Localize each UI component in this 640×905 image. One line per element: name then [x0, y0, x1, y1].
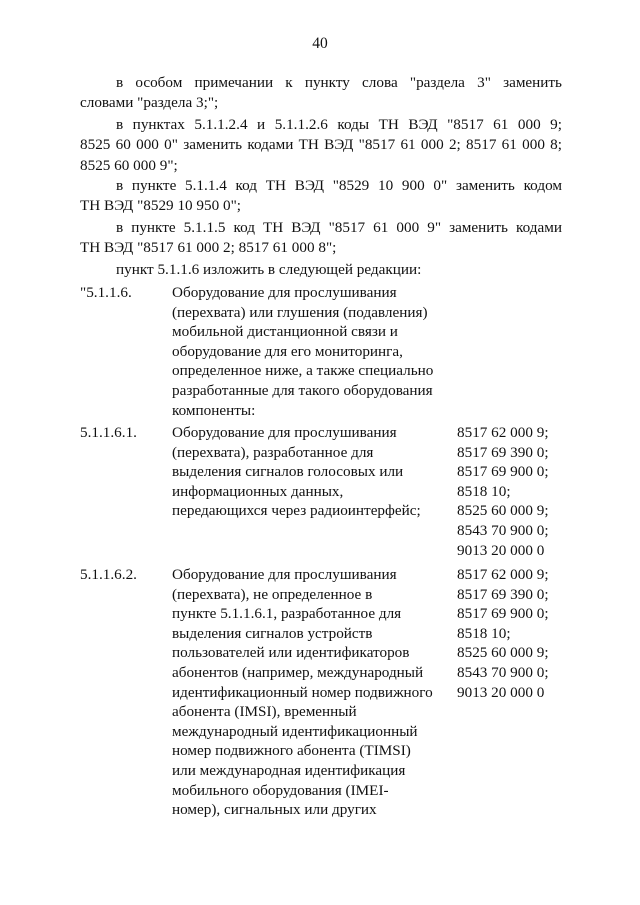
- item-number: 5.1.1.6.2.: [80, 566, 137, 583]
- paragraph-rest: словами "раздела 3;";: [80, 94, 219, 112]
- hs-code: 8517 69 900 0;: [457, 605, 549, 623]
- hs-code: 8525 60 000 9;: [457, 644, 549, 662]
- description-line: абонента (IMSI), временный: [172, 703, 357, 721]
- description-line: (перехвата), разработанное для: [172, 443, 374, 461]
- hs-code: 8517 62 000 9;: [457, 566, 549, 583]
- description-line: Оборудование для прослушивания: [172, 284, 397, 301]
- hs-code-list: [457, 423, 549, 560]
- hs-code: 8543 70 900 0;: [457, 663, 549, 681]
- description-line: или международная идентификация: [172, 761, 406, 779]
- paragraph-rest: ТН ВЭД "8517 61 000 2; 8517 61 000 8";: [80, 239, 337, 257]
- description-line: мобильного оборудования (IMEI-: [172, 781, 389, 799]
- hs-code: 9013 20 000 0: [457, 541, 545, 559]
- paragraph-first-line: в пункте 5.1.1.4 код ТН ВЭД "8529 10 900 0" заменить кодом: [116, 177, 562, 194]
- description-line: выделения сигналов голосовых или: [172, 463, 404, 481]
- paragraph-rest: 8525 60 000 0" заменить кодами ТН ВЭД "8517 61 000 2; 8517 61 000 8; 8525 60 000 9";: [80, 136, 562, 174]
- hs-code: 9013 20 000 0: [457, 683, 545, 701]
- hs-code: 8518 10;: [457, 624, 511, 642]
- paragraph-2: [80, 115, 562, 176]
- description-line: Оборудование для прослушивания: [172, 566, 397, 583]
- paragraph-rest: ТН ВЭД "8529 10 950 0";: [80, 197, 242, 215]
- description-line: номер), сигнальных или других: [172, 801, 377, 819]
- hs-code: 8517 69 900 0;: [457, 463, 549, 481]
- description-line: (перехвата) или глушения (подавления): [172, 303, 428, 321]
- hs-code: 8517 62 000 9;: [457, 424, 549, 441]
- description-line: идентификационный номер подвижного: [172, 683, 433, 701]
- item-number: 5.1.1.6.1.: [80, 424, 137, 441]
- paragraph-1: [80, 73, 562, 114]
- hs-code: 8517 69 390 0;: [457, 443, 549, 461]
- item-description: [172, 565, 457, 820]
- description-line: разработанные для такого оборудования: [172, 381, 433, 399]
- item-description: [172, 283, 457, 420]
- description-line: пользователей или идентификаторов: [172, 644, 410, 662]
- item-description: [172, 423, 457, 521]
- paragraph-first-line: в пункте 5.1.1.5 код ТН ВЭД "8517 61 000 9" заменить кодами: [116, 219, 562, 236]
- item-number: "5.1.1.6.: [80, 284, 132, 301]
- description-line: выделения сигналов устройств: [172, 624, 373, 642]
- hs-code: 8517 69 390 0;: [457, 585, 549, 603]
- description-line: определенное ниже, а также специально: [172, 362, 434, 380]
- description-line: (перехвата), не определенное в: [172, 585, 373, 603]
- description-line: абонентов (например, международный: [172, 663, 424, 681]
- hs-code: 8525 60 000 9;: [457, 502, 549, 520]
- description-line: компоненты:: [172, 401, 256, 419]
- paragraph-4: [80, 218, 562, 259]
- description-line: информационных данных,: [172, 482, 344, 500]
- description-line: номер подвижного абонента (TIMSI): [172, 742, 411, 760]
- description-line: пункте 5.1.1.6.1, разработанное для: [172, 605, 402, 623]
- paragraph-5: [80, 260, 562, 280]
- paragraph-first-line: в особом примечании к пункту слова "раздела 3" заменить: [116, 74, 562, 91]
- paragraph-first-line: в пунктах 5.1.1.2.4 и 5.1.1.2.6 коды ТН ВЭД "8517 61 000 9;: [116, 116, 562, 133]
- description-line: передающихся через радиоинтерфейс;: [172, 502, 421, 520]
- description-line: международный идентификационный: [172, 722, 418, 740]
- hs-code: 8518 10;: [457, 482, 511, 500]
- description-line: оборудование для его мониторинга,: [172, 342, 403, 360]
- hs-code: 8543 70 900 0;: [457, 521, 549, 539]
- description-line: мобильной дистанционной связи и: [172, 323, 398, 341]
- paragraph-3: [80, 176, 562, 217]
- page-number: 40: [312, 35, 328, 52]
- paragraph-first-line: пункт 5.1.1.6 изложить в следующей редакции:: [116, 261, 422, 278]
- hs-code-list: [457, 565, 549, 702]
- description-line: Оборудование для прослушивания: [172, 424, 397, 441]
